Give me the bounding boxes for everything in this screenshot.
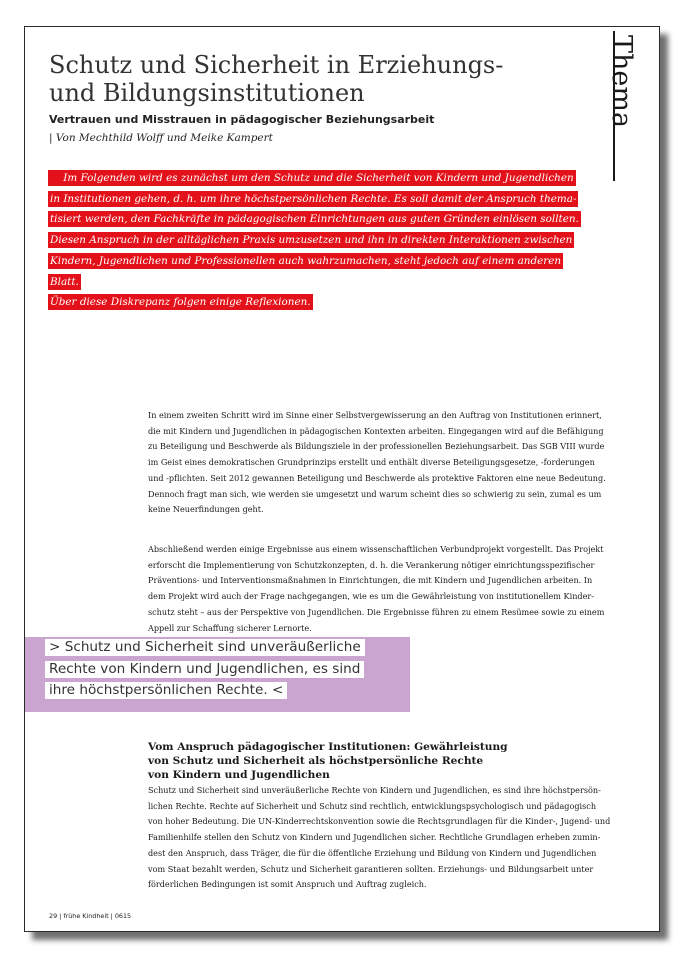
- intro-text: [48, 170, 581, 310]
- article-title: [49, 51, 569, 107]
- text-line: und -pflichten. Seit 2012 gewannen Beteiligung und Beschwerde als protektive Faktoren eine neue Bedeutung.: [148, 472, 606, 483]
- pull-quote: [45, 637, 415, 702]
- text-line: Appell zur Schaffung sicherer Lernorte.: [148, 622, 312, 633]
- intro-line: Im Folgenden wird es zunächst um den Schutz und die Sicherheit von Kindern und Jugendlichen: [63, 172, 574, 184]
- intro-line: tisiert werden, den Fachkräfte in pädagogischen Einrichtungen aus guten Gründen einlösen sollten.: [50, 213, 579, 226]
- body-paragraph-3: [148, 783, 630, 893]
- intro-line: in Institutionen gehen, d. h. um ihre höchstpersönlichen Rechte. Es soll damit der Anspruch thema-: [50, 192, 577, 205]
- intro-line: Über diese Diskrepanz folgen einige Reflexionen.: [50, 296, 311, 309]
- text-line: Abschließend werden einige Ergebnisse aus einem wissenschaftlichen Verbundprojekt vorgestellt. Das Projekt: [148, 544, 604, 554]
- intro-line: Kindern, Jugendlichen und Professionellen auch wahrzumachen, steht jedoch auf einem anderen Blatt.: [50, 254, 562, 288]
- text-line: In einem zweiten Schritt wird im Sinne einer Selbstvergewisserung an den Auftrag von Institutionen erinnert,: [148, 410, 602, 420]
- text-line: die mit Kindern und Jugendlichen in pädagogischen Kontexten arbeiten. Eingegangen wird auf die Befähigung: [148, 425, 604, 436]
- text-line: lichen Rechte. Rechte auf Sicherheit und Schutz sind rechtlich, entwicklungspsychologisch und pädagogisch: [148, 800, 597, 811]
- intro-line: Diesen Anspruch in der alltäglichen Praxis umzusetzen und ihn in direkten Interaktionen zwischen: [50, 234, 573, 247]
- intro-highlighted: [48, 168, 588, 313]
- section-tab: [606, 31, 649, 181]
- section-label: Thema: [606, 35, 637, 129]
- text-line: schutz steht – aus der Perspektive von Jugendlichen. Die Ergebnisse führen zu einem Resümee sowie zu einem: [148, 606, 605, 617]
- text-line: von hoher Bedeutung. Die UN-Kinderrechtskonvention sowie die Rechtsgrundlagen für die Kinder-, Jugend- und: [148, 816, 611, 827]
- text-line: Präventions- und Interventionsmaßnahmen in Einrichtungen, die mit Kindern und Jugendlichen arbeiten. In: [148, 575, 593, 586]
- text-line: förderlichen Bedingungen ist somit Anspruch und Auftrag zugleich.: [148, 879, 427, 890]
- title-line: und Bildungsinstitutionen: [49, 79, 365, 107]
- section-heading: [148, 741, 548, 782]
- article-subtitle: Vertrauen und Misstrauen in pädagogischer Beziehungsarbeit: [49, 113, 435, 126]
- heading-line: von Kindern und Jugendlichen: [148, 768, 330, 781]
- magazine-page: [24, 26, 660, 932]
- quote-line: > Schutz und Sicherheit sind unveräußerliche: [45, 639, 365, 656]
- body-paragraph-1: [148, 408, 630, 518]
- text-line: keine Neuerfindungen geht.: [148, 504, 264, 515]
- heading-line: von Schutz und Sicherheit als höchstpersönliche Rechte: [148, 754, 484, 767]
- text-line: zu Beteiligung und Beschwerde als Bildungsziele in der professionellen Beziehungsarbeit. Das SGB VIII wurde: [148, 441, 605, 452]
- text-line: Familienhilfe stellen den Schutz von Kindern und Jugendlichen sicher. Rechtliche Grundlagen erheben zumin-: [148, 832, 601, 843]
- text-line: vom Staat bezahlt werden, Schutz und Sicherheit garantieren sollten. Erziehungs- und Bildungsarbeit unter: [148, 863, 594, 874]
- text-line: Dennoch fragt man sich, wie werden sie umgesetzt und warum scheint dies so schwierig zu sein, zumal es um: [148, 488, 602, 499]
- body-paragraph-2: [148, 542, 630, 636]
- title-line: Schutz und Sicherheit in Erziehungs-: [49, 51, 504, 79]
- text-line: dem Projekt wird auch der Frage nachgegangen, wie es um die Gewährleistung von institutionellem Kinder-: [148, 591, 594, 602]
- text-line: erforscht die Implementierung von Schutzkonzepten, d. h. die Verankerung nötiger einrichtungsspezifischer: [148, 559, 595, 570]
- text-line: im Geist eines demokratischen Grundprinzips erstellt und enthält diverse Beteiligungsgesetze, -forderungen: [148, 457, 595, 468]
- text-line: dest den Anspruch, dass Träger, die für die öffentliche Erziehung und Bildung von Kindern und Jugendlichen: [148, 847, 597, 858]
- page-footer: 29 | frühe Kindheit | 0615: [49, 912, 132, 920]
- text-line: Schutz und Sicherheit sind unveräußerliche Rechte von Kindern und Jugendlichen, es sind ihre höchstpersön-: [148, 785, 601, 795]
- heading-line: Vom Anspruch pädagogischer Institutionen: Gewährleistung: [148, 741, 508, 753]
- quote-line: ihre höchstpersönlichen Rechte. <: [45, 682, 287, 699]
- quote-line: Rechte von Kindern und Jugendlichen, es sind: [45, 661, 364, 678]
- article-authors: | Von Mechthild Wolff und Meike Kampert: [49, 132, 273, 144]
